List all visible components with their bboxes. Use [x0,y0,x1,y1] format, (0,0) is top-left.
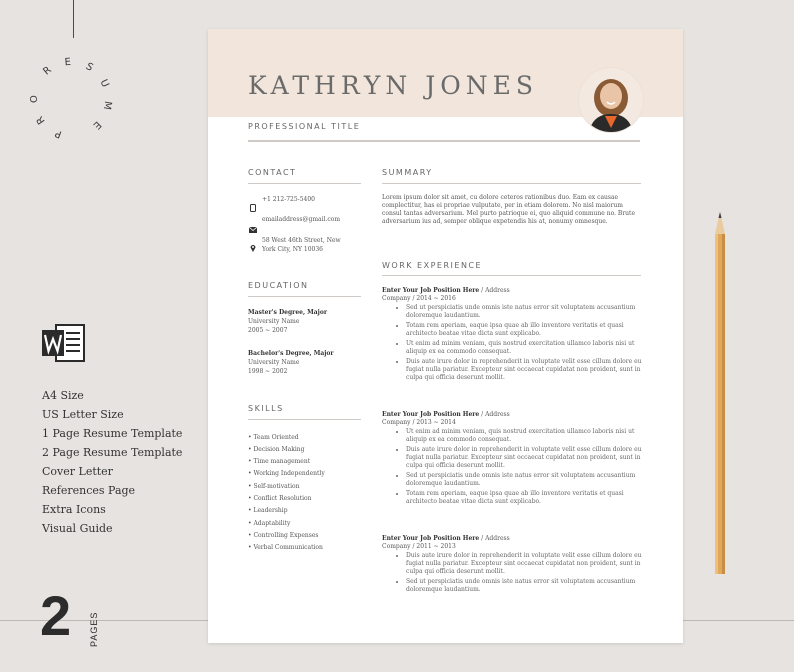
feature-item: Cover Letter [42,465,113,478]
education-degree: Master's Degree, Major [248,309,328,316]
title-divider [248,140,640,142]
job-bullet: • Ut enim ad minim veniam, quis nostrud exercitation ullamco laboris nisi ut aliquip ex ea commodo consequat. [406,340,644,356]
job-entry [382,287,644,384]
brand-letter: U [97,77,111,90]
job-address: / Address [479,411,510,418]
brand-letter: R [34,113,48,126]
education-years: 2005 ~ 2007 [248,327,288,334]
word-icon [42,323,86,363]
skill-item: • Leadership [248,507,288,514]
job-position: Enter Your Job Position Here [382,535,480,542]
brand-letter: E [64,56,72,69]
education-divider [248,296,361,297]
skill-label: Controlling Expenses [253,532,319,539]
feature-item: References Page [42,484,136,497]
job-bullet: • Duis aute irure dolor in reprehenderit in voluptate velit esse cillum dolore eu fugiat nulla pariatur. Excepteur sint occaecat cupidatat non proident, sunt in culpa qui officia deserunt mollit. [406,446,644,470]
skill-item: • Controlling Expenses [248,532,319,539]
education-degree: Bachelor's Degree, Major [248,350,334,357]
feature-item: 2 Page Resume Template [42,446,183,459]
phone-icon [250,197,256,204]
brand-letter: M [100,100,114,111]
skill-label: Team Oriented [253,434,299,441]
skill-label: Decision Making [253,446,305,453]
profile-photo [578,67,644,133]
job-bullet: • Duis aute irure dolor in reprehenderit in voluptate velit esse cillum dolore eu fugiat nulla pariatur. Excepteur sint occaecat cupidatat non proident, sunt in culpa qui officia deserunt mollit. [406,552,644,576]
contact-address-line1: 58 West 46th Street, New [262,237,341,244]
skill-item: • Working Independently [248,470,325,477]
education-school: University Name [248,318,300,325]
skill-label: Leadership [253,507,288,514]
job-address: / Address [479,287,510,294]
skill-label: Adaptability [253,520,291,527]
job-bullet: • Totam rem aperiam, eaque ipsa quae ab illo inventore veritatis et quasi architecto beatae vitae dicta sunt explicabo. [406,322,644,338]
contact-divider [248,183,361,184]
skill-label: Conflict Resolution [253,495,312,502]
pencil-image [714,212,726,574]
feature-item: Visual Guide [42,522,113,535]
experience-heading: WORK EXPERIENCE [382,261,483,270]
job-company: Company / 2013 ~ 2014 [382,419,456,426]
job-position: Enter Your Job Position Here [382,411,480,418]
summary-text: Lorem ipsum dolor sit amet, cu dolore ceteros rationibus duo. Eam ex causae complectitur, has ei propriae vulputate, per in etiam dolorem. No nisl maiorum consul tantas adversarium. Mel purto patrioque ei, quo aliquid commune no. Brute adversarium ius ad, semper oblique expetendis his at, nonumy omnesque. [382,194,636,225]
skill-label: Working Independently [253,470,325,477]
brand-letter: S [83,61,95,74]
skill-item: • Time management [248,458,311,465]
skill-item: • Team Oriented [248,434,299,441]
experience-divider [382,275,641,276]
job-company: Company / 2011 ~ 2013 [382,543,456,550]
job-bullets [382,428,644,506]
skill-item: • Verbal Communication [248,544,323,551]
skill-item: • Self-motivation [248,483,300,490]
skill-item: • Conflict Resolution [248,495,312,502]
brand-letter: E [90,118,103,131]
skills-divider [248,419,361,420]
contact-email: emailaddress@gmail.com [262,216,341,223]
skill-item: • Decision Making [248,446,305,453]
summary-divider [382,183,641,184]
contact-address-line2: York City, NY 10036 [262,246,323,253]
feature-item: A4 Size [42,389,84,402]
brand-circle-logo [30,58,112,140]
job-bullets [382,552,644,594]
education-heading: EDUCATION [248,281,309,290]
contact-phone: +1 212-725-5400 [262,196,315,203]
feature-item: US Letter Size [42,408,124,421]
brand-letter: O [29,95,40,103]
location-icon [250,237,256,244]
job-bullet: • Ut enim ad minim veniam, quis nostrud exercitation ullamco laboris nisi ut aliquip ex ea commodo consequat. [406,428,644,444]
job-address: / Address [479,535,510,542]
brand-letter: P [53,127,64,140]
skill-label: Verbal Communication [253,544,323,551]
feature-item: Extra Icons [42,503,106,516]
education-school: University Name [248,359,300,366]
job-entry [382,411,644,508]
pages-count: 2 [40,584,72,647]
skill-item: • Adaptability [248,520,291,527]
professional-title: PROFESSIONAL TITLE [248,122,361,131]
resume-page [208,29,683,643]
skill-label: Self-motivation [253,483,300,490]
job-position: Enter Your Job Position Here [382,287,480,294]
skill-label: Time management [253,458,311,465]
summary-heading: SUMMARY [382,168,433,177]
job-bullet: • Sed ut perspiciatis unde omnis iste natus error sit voluptatem accusantium doloremque laudantium. [406,304,644,320]
resume-name: KATHRYN JONES [248,71,538,100]
job-bullet: • Totam rem aperiam, eaque ipsa quae ab illo inventore veritatis et quasi architecto beatae vitae dicta sunt explicabo. [406,490,644,506]
top-divider-line [73,0,74,38]
job-bullet: • Sed ut perspiciatis unde omnis iste natus error sit voluptatem accusantium doloremque laudantium. [406,472,644,488]
job-company: Company / 2014 ~ 2016 [382,295,456,302]
job-bullet: • Duis aute irure dolor in reprehenderit in voluptate velit esse cillum dolore eu fugiat nulla pariatur. Excepteur sint occaecat cupidatat non proident, sunt in culpa qui officia deserunt mollit. [406,358,644,382]
job-bullets [382,304,644,382]
feature-list [42,386,192,538]
feature-item: 1 Page Resume Template [42,427,183,440]
education-years: 1998 ~ 2002 [248,368,288,375]
skills-heading: SKILLS [248,404,284,413]
job-entry [382,535,644,596]
job-bullet: • Sed ut perspiciatis unde omnis iste natus error sit voluptatem accusantium doloremque laudantium. [406,578,644,594]
pages-label: PAGES [89,611,99,647]
brand-letter: R [41,64,54,78]
contact-heading: CONTACT [248,168,297,177]
email-icon [249,218,255,225]
